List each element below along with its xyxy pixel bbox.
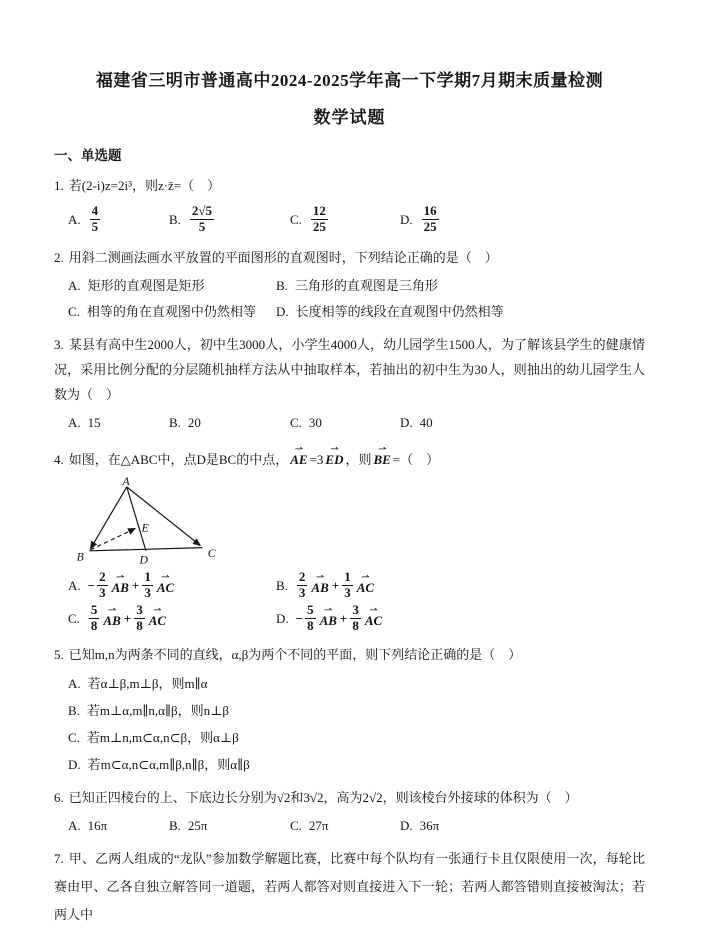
triangle-figure [66,475,645,567]
question-4-stem [54,442,645,472]
q3-option-d [400,410,433,435]
question-number: 6. [54,790,64,805]
q2-option-b [276,273,645,299]
question-text: 若(2-i)z=2i³，则z·z̄=（ ） [68,178,221,193]
option-label: D. [400,212,413,227]
question-number: 1. [54,178,64,193]
vertex-label-c: C [207,547,216,561]
fraction-numerator: 1 [144,569,151,585]
fraction-numerator: 16 [423,203,437,219]
q4-option-c [68,602,276,635]
option-label: C. [68,304,80,319]
question-2-stem [54,245,645,270]
question-1-stem [54,173,645,198]
option-label: A. [68,818,81,833]
question-2 [54,245,645,325]
question-6-options [68,813,645,838]
option-text: 16π [87,818,108,833]
q1-option-a [68,204,169,234]
q4-option-a [68,569,276,602]
question-number: 3. [54,337,64,352]
option-label: A. [68,415,81,430]
option-label: D. [68,757,81,772]
question-1-options [68,201,645,238]
question-1 [54,173,645,238]
option-label: A. [68,676,81,691]
option-label: D. [400,415,413,430]
sign: − [295,610,304,626]
vector-ac: ⇀ AC [357,572,374,601]
question-5-options [68,670,645,778]
fraction-denominator: 8 [352,618,359,633]
section-heading: 一、单选题 [54,148,122,163]
vector-ed: ⇀ ED [325,444,343,472]
question-text: 用斜二测画法画水平放置的平面图形的直观图时，下列结论正确的是（ ） [68,250,498,265]
vector-ab: ⇀ AB [103,605,120,634]
q2-option-c [68,299,276,325]
fraction [297,570,308,600]
fraction [89,603,100,633]
question-number: 5. [54,647,64,662]
option-label: B. [68,703,80,718]
option-label: C. [290,818,302,833]
question-6 [54,785,645,838]
q5-option-c [68,724,645,751]
fraction [311,204,328,234]
question-number: 7. [54,851,64,866]
fraction-denominator: 5 [91,219,99,234]
question-text: 已知正四棱台的上、下底边长分别为√2和3√2，高为2√2，则该棱台外接球的体积为（ ） [68,790,578,805]
fraction-denominator: 3 [144,585,151,600]
fraction-numerator: 4 [91,203,99,219]
fraction-denominator: 3 [99,585,106,600]
fraction [190,204,214,234]
q6-option-b [169,813,290,838]
question-text: =3 [309,452,324,467]
option-text: 相等的角在直观图中仍然相等 [86,304,256,319]
fraction-denominator: 25 [423,219,437,234]
option-text: 长度相等的线段在直观图中仍然相等 [295,304,504,319]
question-7-stem [54,845,645,929]
plus-operator: + [339,610,348,626]
fraction-numerator: 2√5 [191,203,213,219]
q5-option-d [68,751,645,778]
option-label: C. [68,610,80,626]
q3-option-a [68,410,169,435]
sign: − [87,577,96,593]
vector-ac: ⇀ AC [365,605,382,634]
question-text: 如图，在△ABC中，点D是BC的中点， [68,452,289,467]
vertex-label-b: B [76,550,84,564]
option-text: 若m⊥α,m∥n,α∥β，则n⊥β [86,703,229,718]
q5-option-a [68,670,645,697]
option-text: 矩形的直观图是矩形 [87,278,205,293]
vector-ab: ⇀ AB [320,605,337,634]
vertex-label-d: D [139,553,149,567]
option-text: 若m⊂α,n⊂α,m∥β,n∥β，则α∥β [87,757,250,772]
option-label: D. [276,304,289,319]
vector-ac: ⇀ AC [157,572,174,601]
q2-option-a [68,273,276,299]
fraction-numerator: 5 [90,602,98,618]
q1-option-d [400,204,441,234]
question-4 [54,442,645,635]
fraction-denominator: 5 [198,219,206,234]
option-text: 15 [87,415,101,430]
option-label: A. [68,278,81,293]
option-label: B. [276,278,288,293]
q6-option-c [290,813,400,838]
exam-title: 福建省三明市普通高中2024-2025学年高一下学期7月期末质量检测 [95,71,604,90]
q2-option-d [276,299,645,325]
option-text: 30 [308,415,322,430]
fraction [350,603,361,633]
question-3-options [68,410,645,435]
fraction-numerator: 3 [352,602,359,618]
question-5 [54,642,645,778]
option-text: 20 [187,415,201,430]
option-label: C. [290,212,302,227]
option-label: B. [169,415,181,430]
option-label: D. [276,610,289,626]
option-text: 若m⊥n,m⊂α,n⊂β，则α⊥β [86,730,239,745]
plus-operator: + [123,610,132,626]
question-number: 4. [54,452,64,467]
option-text: 36π [419,818,440,833]
question-text: ，则 [345,452,372,467]
vector-ac: ⇀ AC [149,605,166,634]
option-label: D. [400,818,413,833]
q5-option-b [68,697,645,724]
option-label: C. [290,415,302,430]
option-text: 40 [419,415,433,430]
fraction [342,570,353,600]
fraction-numerator: 5 [307,602,314,618]
q6-option-a [68,813,169,838]
fraction-numerator: 12 [312,203,326,219]
question-text: =（ ） [392,452,440,467]
question-text: 甲、乙两人组成的“龙队”参加数学解题比赛，比赛中每个队均有一张通行卡且仅限使用一次，每轮比赛由甲、乙各自独立解答同一道题，若两人都答对则直接进入下一轮；若两人都答错则直接被淘汰；若两人中 [54,851,645,922]
q6-option-d [400,813,439,838]
fraction [422,204,439,234]
fraction [97,570,108,600]
q1-option-b [169,204,290,234]
vector-be: ⇀ BE [373,444,390,472]
question-number: 2. [54,250,64,265]
fraction-numerator: 2 [298,569,306,585]
fraction-denominator: 3 [344,585,351,600]
exam-subtitle: 数学试题 [313,108,386,127]
vector-ae: ⇀ AE [290,444,307,472]
option-label: A. [68,577,81,593]
vertex-label-e: E [141,521,149,535]
option-text: 三角形的直观图是三角形 [294,278,438,293]
question-text: 某县有高中生2000人，初中生3000人，小学生4000人，幼儿园学生1500人，为了解该县学生的健康情况，采用比例分配的分层随机抽样方法从中抽取样本，若抽出的初中生为30人，则抽出的幼儿园学生人数为（ ） [54,337,645,402]
q1-option-c [290,204,400,234]
option-label: C. [68,730,80,745]
fraction-numerator: 3 [136,602,143,618]
question-text: 已知m,n为两条不同的直线，α,β为两个不同的平面，则下列结论正确的是（ ） [68,647,522,662]
option-text: 若α⊥β,m⊥β，则m∥α [87,676,208,691]
option-text: 25π [187,818,208,833]
fraction [134,603,145,633]
option-label: A. [68,212,81,227]
option-label: B. [169,212,181,227]
option-text: 27π [308,818,329,833]
vertex-label-a: A [122,475,130,488]
fraction-denominator: 25 [312,219,326,234]
option-label: B. [276,577,288,593]
fraction-denominator: 8 [90,618,98,633]
fraction [142,570,153,600]
vector-ab: ⇀ AB [311,572,328,601]
q4-option-d [276,602,645,635]
question-7 [54,845,645,929]
fraction-numerator: 1 [344,569,351,585]
fraction-denominator: 8 [136,618,143,633]
option-label: B. [169,818,181,833]
vector-ab: ⇀ AB [112,572,129,601]
fraction-denominator: 8 [307,618,314,633]
q3-option-c [290,410,400,435]
question-2-options [68,273,645,325]
fraction-denominator: 3 [298,585,306,600]
q3-option-b [169,410,290,435]
question-4-options [68,569,645,635]
question-6-stem [54,785,645,810]
question-3 [54,332,645,435]
fraction [90,204,101,234]
question-5-stem [54,642,645,667]
fraction [305,603,316,633]
plus-operator: + [131,577,140,593]
fraction-numerator: 2 [99,569,106,585]
question-3-stem [54,332,645,407]
plus-operator: + [331,577,340,593]
triangle-figure-svg [66,475,228,567]
